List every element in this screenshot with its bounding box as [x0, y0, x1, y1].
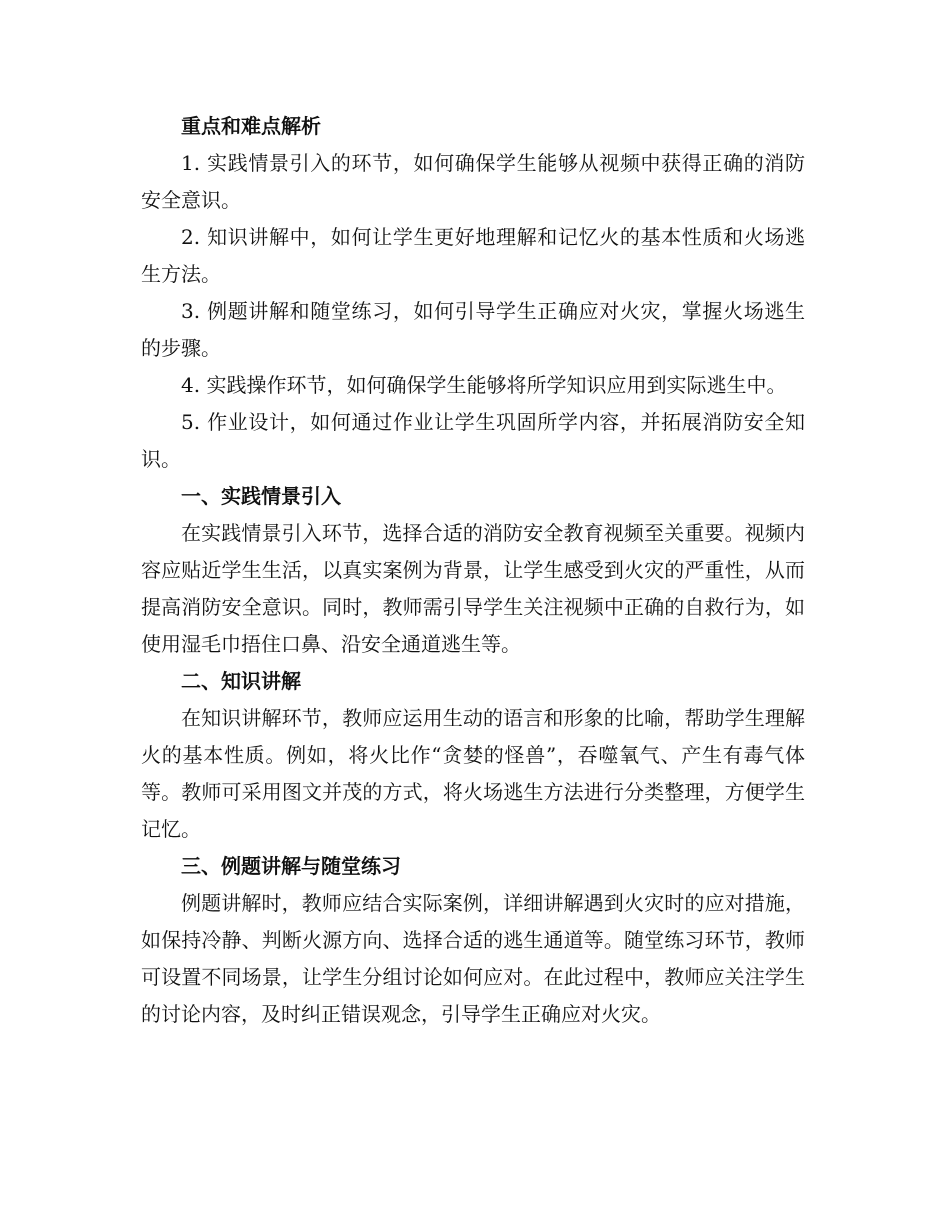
- section-body-2: 在知识讲解环节，教师应运用生动的语言和形象的比喻，帮助学生理解火的基本性质。例如，将火比作“贪婪的怪兽”，吞噬氧气、产生有毒气体等。教师可采用图文并茂的方式，将火场逃生方法进行分类整理，方便学生记忆。: [141, 706, 805, 841]
- section-body-1: 在实践情景引入环节，选择合适的消防安全教育视频至关重要。视频内容应贴近学生生活，以真实案例为背景，让学生感受到火灾的严重性，从而提高消防安全意识。同时，教师需引导学生关注视频中正确的自救行为，如使用湿毛巾捂住口鼻、沿安全通道逃生等。: [141, 521, 805, 656]
- key-point-item-5: 5. 作业设计，如何通过作业让学生巩固所学内容，并拓展消防安全知识。: [141, 410, 805, 471]
- section-heading-3: 三、例题讲解与随堂练习: [181, 854, 401, 878]
- section-body-3: 例题讲解时，教师应结合实际案例，详细讲解遇到火灾时的应对措施，如保持冷静、判断火源方向、选择合适的逃生通道等。随堂练习环节，教师可设置不同场景，让学生分组讨论如何应对。在此过程中，教师应关注学生的讨论内容，及时纠正错误观念，引导学生正确应对火灾。: [141, 891, 805, 1026]
- key-point-item-4: 4. 实践操作环节，如何确保学生能够将所学知识应用到实际逃生中。: [181, 373, 787, 397]
- document-page: [141, 108, 805, 1033]
- key-point-item-1: 1. 实践情景引入的环节，如何确保学生能够从视频中获得正确的消防安全意识。: [141, 151, 805, 212]
- section-heading-1: 一、实践情景引入: [181, 484, 341, 508]
- key-point-item-2: 2. 知识讲解中，如何让学生更好地理解和记忆火的基本性质和火场逃生方法。: [141, 225, 805, 286]
- section-heading-2: 二、知识讲解: [181, 669, 301, 693]
- doc-title: 重点和难点解析: [181, 114, 321, 138]
- key-point-item-3: 3. 例题讲解和随堂练习，如何引导学生正确应对火灾，掌握火场逃生的步骤。: [141, 299, 805, 360]
